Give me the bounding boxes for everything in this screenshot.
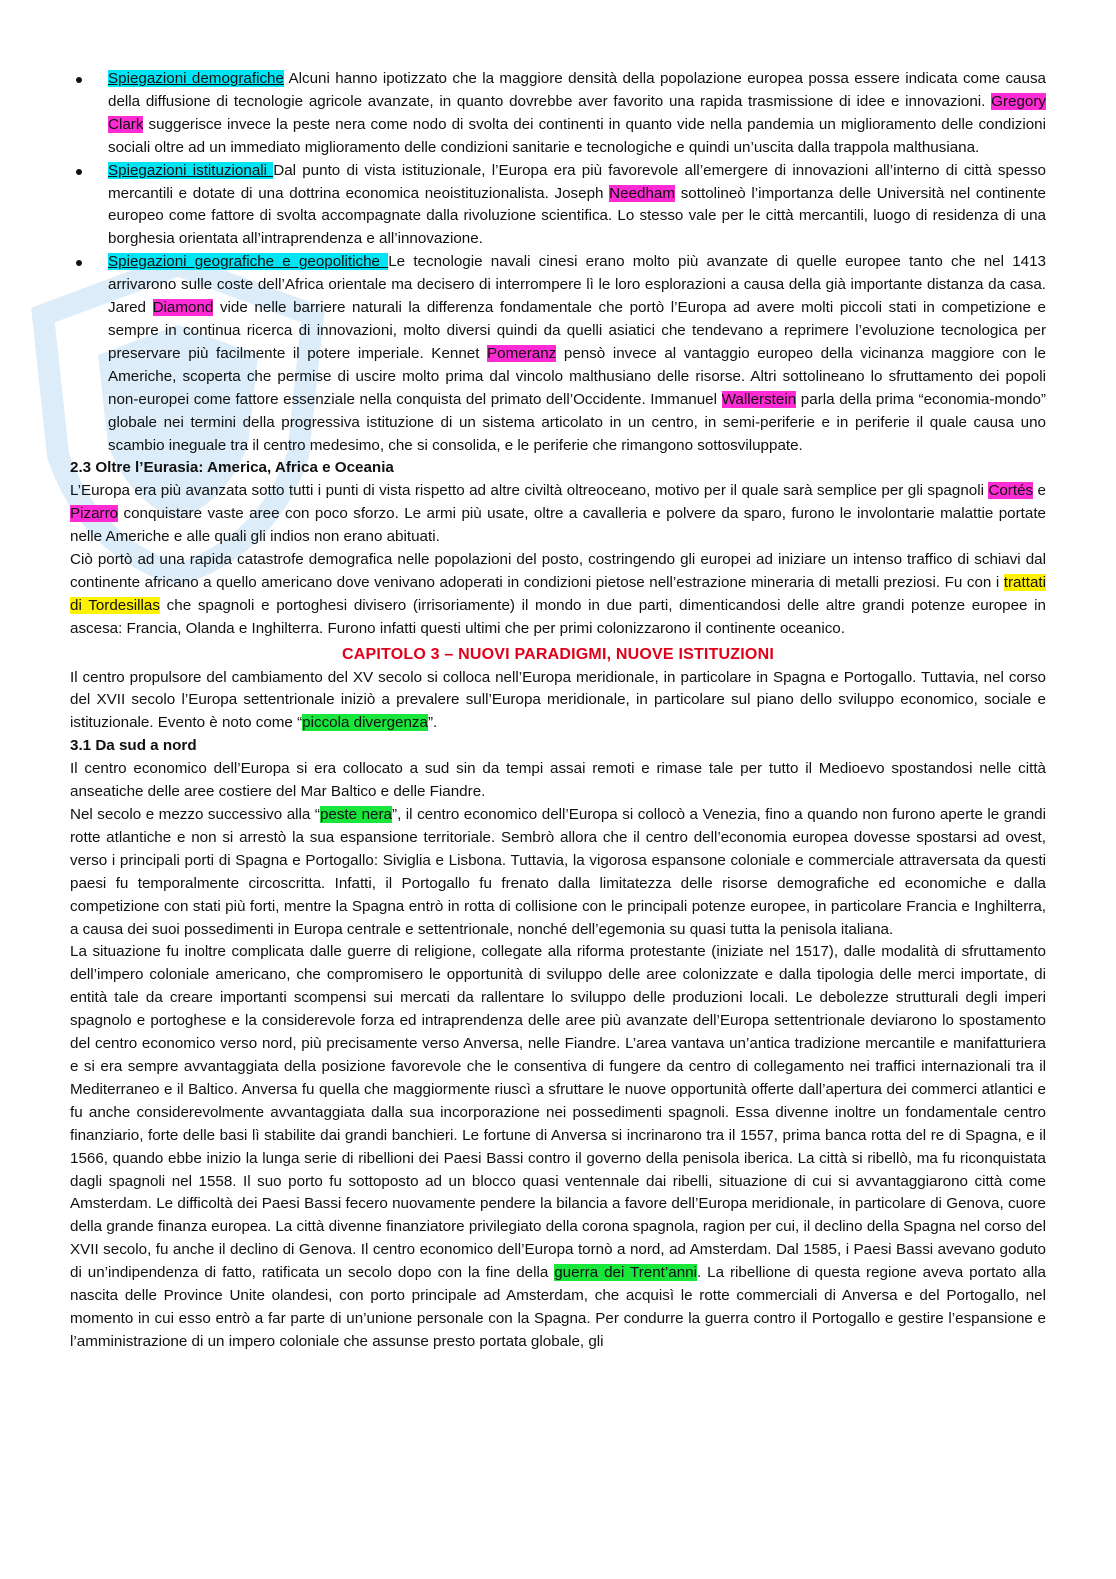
bullet-icon xyxy=(76,260,82,266)
bullet-icon xyxy=(76,169,82,175)
list-item-geografiche: Spiegazioni geografiche e geopolitiche Le tecnologie navali cinesi erano molto più avanzate di quelle europee tanto che nel 1413 arrivarono sulle coste dell’Africa orientale ma decisero di interrompere lì le loro esplorazioni a causa della già importante distanza da casa. Jared Diamond vide nelle barriere naturali la differenza fondamentale che portò l’Europa ad avere molti piccoli stati in competizione e sempre in continua ricerca di innovazioni, molto diversi quindi da quelli asiatici che tendevano a reprimere l’evoluzione tecnologica per preservare più facilmente il potere imperiale. Kennet Pomeranz pensò invece al vantaggio europeo della vicinanza maggiore con le Americhe, scoperta che permise di uscire molto prima dal vincolo malthusiano delle risorse. Altri sottolineano lo sfruttamento dei popoli non-europei come fattore essenziale nella conquista del primato dell’Occidente. Immanuel Wallerstein parla della prima “economia-mondo” globale nei termini della progressiva istituzione di un sistema articolato in un centro, in semi-periferie e in periferie il quale causa uno scambio ineguale tra il centro medesimo, che si consolida, e le periferie che rimangono sottosviluppate. xyxy=(70,251,1046,457)
highlighted-term: piccola divergenza xyxy=(302,714,428,732)
bullet-icon xyxy=(76,77,82,83)
paragraph: Ciò portò ad una rapida catastrofe demografica nelle popolazioni del posto, costringendo gli europei ad iniziare un intenso traffico di schiavi dal continente africano a quello americano dove venivano adoperati in condizioni pietose nell’estrazione mineraria di metalli preziosi. Fu con i trattati di Tordesillas che spagnoli e portoghesi divisero (irrisoriamente) il mondo in due parti, dimenticandosi delle altre grandi potenze europee in ascesa: Francia, Olanda e Inghilterra. Furono infatti questi ultimi che per primi colonizzarono il continente oceanico. xyxy=(70,551,1047,637)
chapter-title: CAPITOLO 3 – NUOVI PARADIGMI, NUOVE ISTITUZIONI xyxy=(342,645,774,663)
highlighted-term: peste nera xyxy=(319,806,393,823)
explanations-list xyxy=(70,68,1046,457)
author-name: Pomeranz xyxy=(487,344,557,362)
bullet-label: Spiegazioni geografiche e geopolitiche xyxy=(108,253,389,271)
bullet-label: Spiegazioni istituzionali xyxy=(108,161,274,179)
paragraph: Nel secolo e mezzo successivo alla “peste nera”, il centro economico dell’Europa si collocò a Venezia, fino a quando non furono aperte le grandi rotte atlantiche e non si arrestò la sua espansione territoriale. Sembrò allora che il centro dell’economia europea dovesse spostarsi ad ovest, verso i principali porti di Spagna e Portogallo: Siviglia e Lisbona. Tuttavia, la vigorosa espansone coloniale e commerciale attraversata da questi paesi fu temporalmente circoscritta. Infatti, il Portogallo fu frenato dalla limitatezza delle risorse demografiche ed economiche e dalla competizione con stati più forti, mentre la Spagna entrò in rotta di collisione con le principali potenze europee, in particolare Francia e Inghilterra, a causa dei suoi possedimenti in Europa centrale e settentrionale, nonché dell’egemonia su quasi tutta la penisola italiana. xyxy=(70,806,1046,938)
section-heading-2-3: 2.3 Oltre l’Eurasia: America, Africa e Oceania xyxy=(70,459,394,477)
highlighted-term: trattati di Tordesillas xyxy=(70,573,1046,614)
author-name: Gregory Clark xyxy=(108,92,1046,133)
document-body xyxy=(70,68,1046,1354)
highlighted-term: guerra dei Trent’anni xyxy=(554,1264,697,1282)
paragraph: La situazione fu inoltre complicata dalle guerre di religione, collegate alla riforma protestante (iniziate nel 1517), dalle modalità di sfruttamento dell’impero coloniale americano, che compromisero le opportunità di sviluppo delle aree colonizzate e dalla tipologia delle merci importate, di entità tale da creare importanti scompensi sui mercati da rallentare lo sviluppo delle produzioni locali. Le debolezze strutturali degli imperi spagnolo e portoghese e la considerevole forza ed intraprendenza delle aree più avanzate dell’Europa settentrionale deviarono lo spostamento del centro economico verso nord, più precisamente verso Anversa, nelle Fiandre. L’area vantava un’antica tradizione mercantile e manifatturiera e si era sempre avvantaggiata della posizione favorevole che le consentiva di fungere da centro di collegamento nei traffici internazionali tra il Mediterraneo e il Baltico. Anversa fu quella che maggiormente riuscì a sfruttare le nuove opportunità offerte dall’apertura dei commerci atlantici e fu anche considerevolmente avvantaggiata dalla sua incorporazione nei possedimenti spagnoli. Essa divenne inoltre un fondamentale centro finanziario, forte delle basi lì stabilite dai grandi banchieri. Le fortune di Anversa si incrinarono tra il 1557, prima banca rotta del re di Spagna, e il 1566, quando ebbe inizio la lunga serie di ribellioni dei Paesi Bassi contro il governo della penisola iberica. La città si ribellò, ma fu riconquistata dagli spagnoli nel 1558. Il suo porto fu sottoposto ad un blocco quasi ventennale dai ribelli, situazione di cui si avvantaggiarono città come Amsterdam. Le difficoltà dei Paesi Bassi fecero nuovamente pendere la bilancia a favore dell’Europa meridionale, in particolare di Genova, cuore della grande finanza europea. La città divenne finanziatore privilegiato della corona spagnola, ragion per cui, il declino della Spagna nel corso del XVII secolo, fu anche il declino di Genova. Il centro economico dell’Europa tornò a nord, ad Amsterdam. Dal 1585, i Paesi Bassi avevano goduto di un’indipendenza di fatto, ratificata un secolo dopo con la fine della guerra dei Trent’anni. La ribellione di questa regione aveva portato alla nascita delle Province Unite olandesi, con porto principale ad Amsterdam, che acquisì le rotte commerciali di Anversa e del Portogallo, nel momento in cui esso entrò a far parte di un’unione personale con la Spagna. Per condurre la guerra contro il Portogallo e gestire l’espansione e l’amministrazione di un impero coloniale che assunse presto portata globale, gli xyxy=(70,943,1046,1350)
paragraph: Il centro propulsore del cambiamento del XV secolo si colloca nell’Europa meridionale, in particolare in Spagna e Portogallo. Tuttavia, nel corso del XVII secolo l’Europa settentrionale iniziò a prevalere sull’Europa meridionale, in particolare sul piano dello sviluppo economico, sociale e istituzionale. Evento è noto come “piccola divergenza”. xyxy=(70,668,1046,732)
section-heading-3-1: 3.1 Da sud a nord xyxy=(70,737,197,755)
paragraph: Il centro economico dell’Europa si era collocato a sud sin da tempi assai remoti e rimase tale per tutto il Medioevo spostandosi nelle città anseatiche delle aree costiere del Mar Baltico e delle Fiandre. xyxy=(70,760,1046,801)
person-name: Pizarro xyxy=(70,505,119,523)
paragraph: L’Europa era più avanzata sotto tutti i punti di vista rispetto ad altre civiltà oltreoceano, motivo per il quale sarà semplice per gli spagnoli Cortés e Pizarro conquistare vaste aree con poco sforzo. Le armi più usate, oltre a cavalleria e polvere da sparo, furono le involontarie malattie portate nelle Americhe e alle quali gli indios non erano abituati. xyxy=(70,482,1046,546)
author-name: Diamond xyxy=(152,299,214,317)
list-item-demografiche: Spiegazioni demografiche Alcuni hanno ipotizzato che la maggiore densità della popolazione europea possa essere indicata come causa della diffusione di tecnologie agricole avanzate, in quanto dovrebbe aver favorito una rapida trasmissione di idee e innovazioni. Gregory Clark suggerisce invece la peste nera come nodo di svolta dei continenti in quanto vide nella pandemia un miglioramento delle condizioni sociali oltre ad un immediato miglioramento delle condizioni sanitarie e tecnologiche e quindi un’uscita dalla trappola malthusiana. xyxy=(70,68,1046,160)
author-name: Wallerstein xyxy=(721,390,797,408)
person-name: Cortés xyxy=(988,482,1034,500)
list-item-istituzionali: Spiegazioni istituzionali Dal punto di vista istituzionale, l’Europa era più favorevole all’emergere di innovazioni all’interno di città spesso mercantili e dotate di una dottrina economica neoistituzionalista. Joseph Needham sottolineò l’importanza delle Università nel continente europeo come fattore di svolta accompagnate dalla rivoluzione scientifica. Lo stesso vale per le città mercantili, luogo di residenza di una borghesia orientata all’intraprendenza e all’innovazione. xyxy=(70,160,1046,252)
author-name: Needham xyxy=(609,184,676,202)
bullet-label: Spiegazioni demografiche xyxy=(108,70,284,87)
